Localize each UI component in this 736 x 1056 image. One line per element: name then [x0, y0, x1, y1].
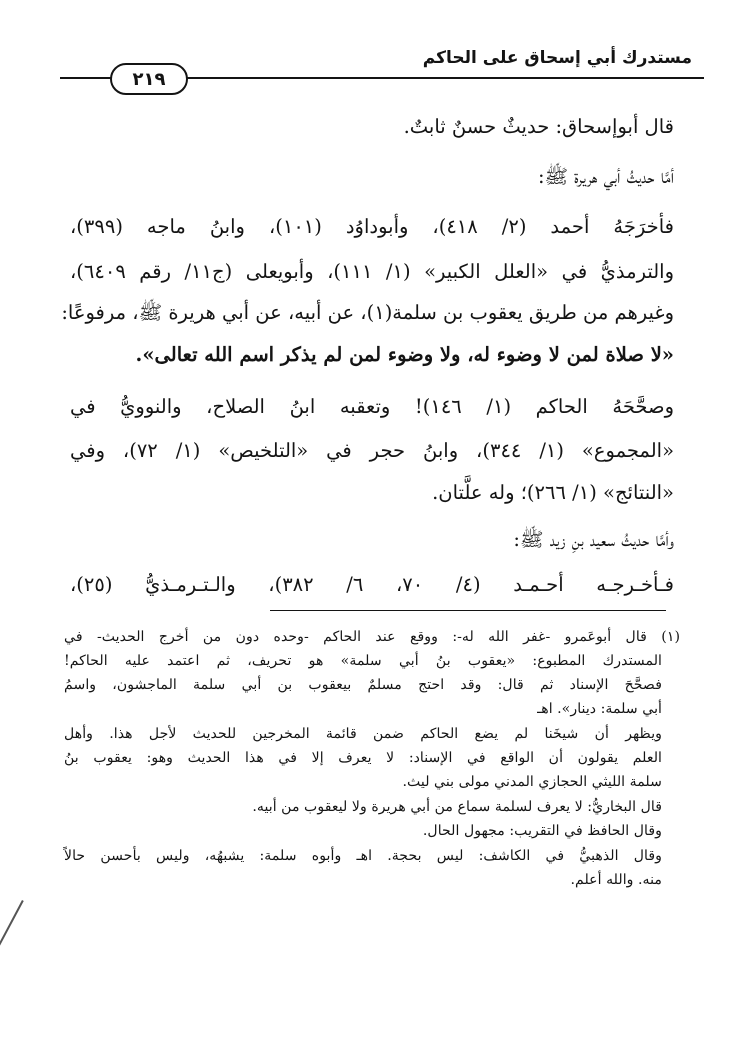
body-line: أمَّا حديثُ أبي هريرة ﷺ: — [537, 165, 674, 188]
body-line: وغيرهم من طريق يعقوب بن سلمة(١)، عن أبيه، عن أبي هريرة ﷺ، مرفوعًا: — [61, 301, 674, 324]
body-line: والترمذيُّ في «العلل الكبير» (١/ ١١١)، وأبويعلى (ج١١/ رقم ٦٤٠٩)، — [70, 260, 674, 283]
page-number-badge: ٢١٩ — [110, 63, 188, 95]
body-line: قال أبوإسحاق: حديثٌ حسنٌ ثابتٌ. — [403, 115, 674, 138]
running-header-title: مستدرك أبي إسحاق على الحاكم — [422, 48, 692, 68]
footnote-line: أبي سلمة: دينار». اهـ — [537, 701, 662, 717]
footnote-line: وقال الذهبيُّ في الكاشف: ليس بحجة. اهـ وأبوه سلمة: يشبهُه، وليس بأحسن حالاً — [64, 848, 662, 864]
body-line: وصحَّحَهُ الحاكم (١/ ١٤٦)! وتعقبه ابنُ الصلاح، والنوويُّ في — [70, 395, 674, 418]
footnote-line: (١) قال أبوعَمرو -غفر الله له-: ووقع عند الحاكم -وحده دون من أخرج الحديث- في — [64, 629, 680, 645]
body-line-hadith-text: «لا صلاة لمن لا وضوء له، ولا وضوء لمن لم يذكر اسم الله تعالى». — [135, 343, 674, 366]
body-line: فأخرَجَهُ أحمد (٢/ ٤١٨)، وأبوداوُد (١٠١)، وابنُ ماجه (٣٩٩)، — [70, 215, 674, 238]
footnote-line: منه. والله أعلم. — [570, 872, 662, 888]
body-line: فـأخـرجـه أحـمـد (٤/ ٧٠، ٦/ ٣٨٢)، والـتـرمـذيُّ (٢٥)، — [70, 573, 674, 596]
margin-pencil-mark — [0, 900, 24, 956]
body-line: وأمَّا حديثُ سعيد بنِ زيد ﷺ: — [513, 528, 674, 551]
footnote-line: سلمة الليثي الحجازي المدني مولى بني ليث. — [402, 774, 662, 790]
footnote-line: قال البخاريُّ: لا يعرف لسلمة سماع من أبي هريرة ولا ليعقوب من أبيه. — [252, 799, 662, 815]
body-line: «المجموع» (١/ ٣٤٤)، وابنُ حجر في «التلخيص» (١/ ٧٢)، وفي — [70, 439, 674, 462]
footnote-line: فصحَّحَ الإسناد ثم قال: وقد احتج مسلمٌ بيعقوب بن أبي سلمة الماجشون، واسمُ — [64, 677, 662, 693]
footnote-rule — [270, 610, 666, 611]
footnote-line: المستدرك المطبوع: «يعقوب بنُ أبي سلمة» هو تحريف، ثم اعتمد عليه الحاكم! — [64, 653, 662, 669]
body-line: «النتائج» (١/ ٢٦٦)؛ وله علَّتان. — [432, 481, 674, 504]
footnote-line: وقال الحافظ في التقريب: مجهول الحال. — [422, 823, 662, 839]
footnote-line: ويظهر أن شيخَنا لم يضع الحاكم ضمن قائمة المخرجين للحديث لأجل هذا. وأهل — [64, 726, 662, 742]
footnote-line: العلم يقولون أن الواقع في الإسناد: لا يعرف إلا في هذا الحديث وهو: يعقوب بنُ — [64, 750, 662, 766]
